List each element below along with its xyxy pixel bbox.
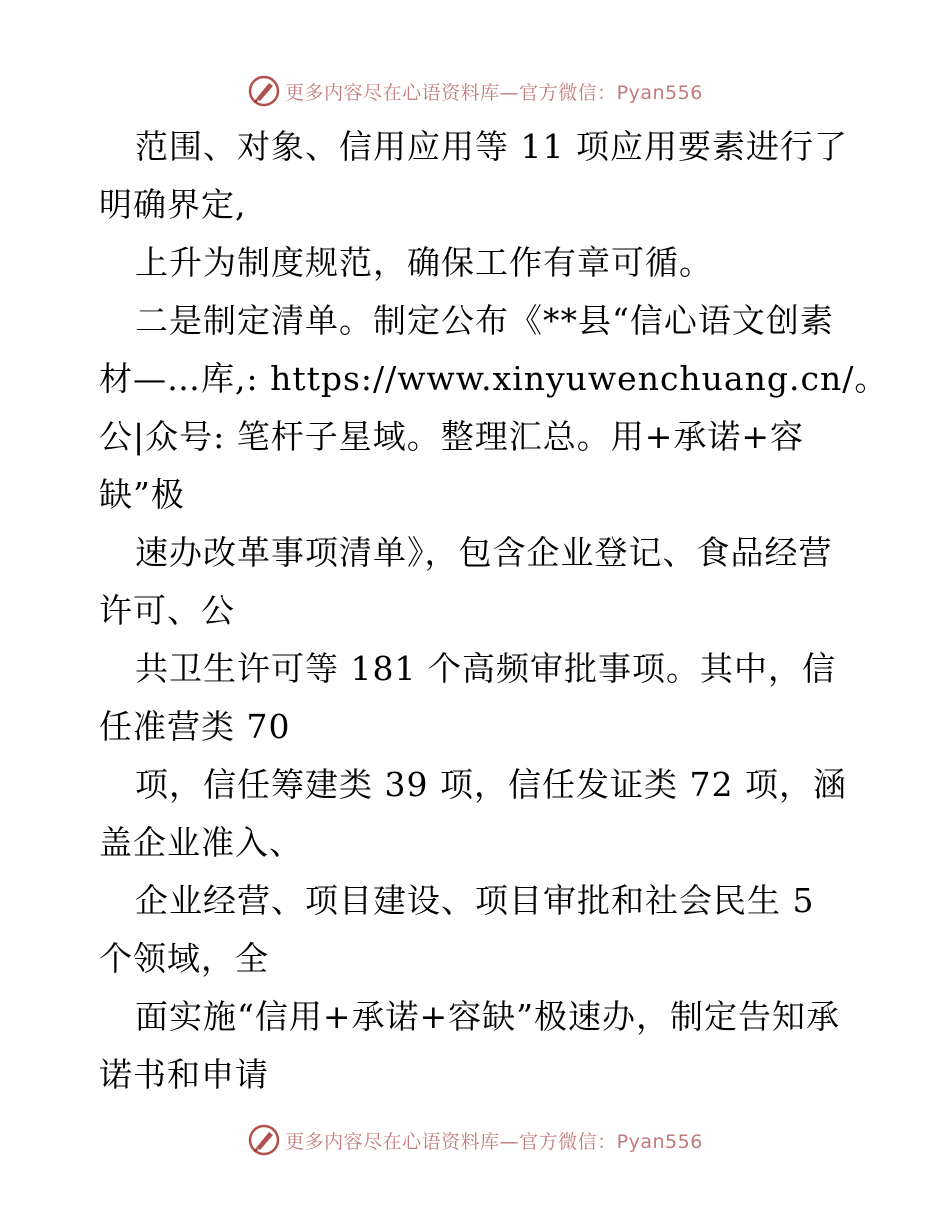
text-line: 速办改革事项清单》，包含企业登记、食品经营 (135, 533, 833, 572)
text-line: 个领域，全 (99, 939, 269, 978)
text-line: 公|众号: 笔杆子星域。整理汇总。用+承诺+容 (99, 417, 805, 456)
text-line: 诺书和申请 (99, 1055, 269, 1094)
header-watermark (0, 71, 950, 111)
footer-watermark (0, 1120, 950, 1160)
text-line: 范围、对象、信用应用等 11 项应用要素进行了 (135, 127, 848, 166)
watermark-text: 更多内容尽在心语资料库—官方微信：Pyan556 (285, 1130, 703, 1153)
brand-logo-icon (247, 74, 281, 108)
text-line: 材—…库,: https://www.xinyuwenchuang.cn/。 (99, 359, 889, 398)
brand-logo-icon (247, 1123, 281, 1157)
text-line: 许可、公 (99, 591, 235, 630)
text-line: 明确界定, (99, 185, 247, 224)
watermark-text: 更多内容尽在心语资料库—官方微信：Pyan556 (285, 81, 703, 104)
text-line: 二是制定清单。制定公布《**县“信心语文创素 (135, 301, 834, 340)
text-line: 企业经营、项目建设、项目审批和社会民生 5 (135, 881, 815, 920)
text-line: 缺”极 (99, 475, 185, 514)
text-line: 共卫生许可等 181 个高频审批事项。其中，信 (135, 649, 836, 688)
text-line: 任准营类 70 (99, 707, 291, 746)
text-line: 盖企业准入、 (99, 823, 303, 862)
text-line: 面实施“信用+承诺+容缺”极速办，制定告知承 (135, 997, 841, 1036)
text-line: 上升为制度规范，确保工作有章可循。 (135, 243, 713, 282)
document-body (99, 118, 889, 1104)
text-line: 项，信任筹建类 39 项，信任发证类 72 项，涵 (135, 765, 847, 804)
